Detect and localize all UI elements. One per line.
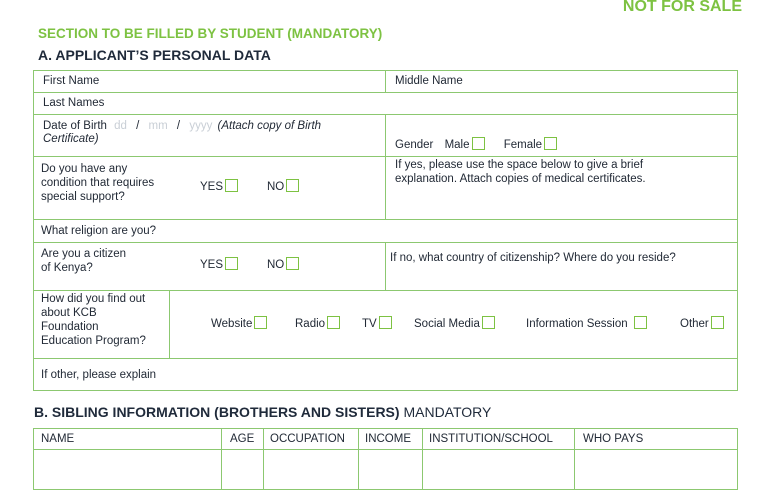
option-tv: TV (362, 316, 392, 331)
dob-year-placeholder: yyyy (189, 120, 213, 132)
gender-label: Gender (395, 139, 434, 151)
option-information-session: Information Session (526, 316, 647, 331)
column-header-income: INCOME (365, 433, 411, 445)
citizen-no-checkbox[interactable] (286, 257, 299, 270)
column-header-institution: INSTITUTION/SCHOOL (429, 433, 553, 445)
male-label: Male (444, 139, 470, 151)
dob-attach-note: (Attach copy of Birth (217, 120, 322, 132)
citizen-yes-checkbox[interactable] (225, 257, 238, 270)
other-explain-field[interactable]: If other, please explain (41, 369, 157, 381)
condition-explanation-field[interactable]: If yes, please use the space below to give a brief explanation. Attach copies of medical certificates. (395, 159, 646, 185)
option-other: Other (680, 316, 724, 331)
section-a-title: A. APPLICANT’S PERSONAL DATA (38, 47, 271, 63)
column-header-name: NAME (41, 433, 75, 445)
personal-data-table (33, 70, 738, 391)
last-names-field[interactable]: Last Names (43, 97, 105, 109)
tv-checkbox[interactable] (379, 316, 392, 329)
condition-no-option: NO (267, 179, 299, 194)
how-found-question: How did you find out about KCB Foundation Education Program? (41, 293, 146, 347)
citizen-yes-option: YES (200, 257, 238, 272)
first-name-field[interactable]: First Name (43, 75, 100, 87)
social-media-checkbox[interactable] (482, 316, 495, 329)
female-checkbox[interactable] (544, 137, 557, 150)
date-of-birth-field[interactable] (43, 120, 321, 133)
female-label: Female (503, 139, 543, 151)
gender-field (395, 137, 557, 152)
not-for-sale-banner: NOT FOR SALE (622, 0, 742, 15)
website-checkbox[interactable] (254, 316, 267, 329)
column-header-age: AGE (230, 433, 255, 445)
column-header-occupation: OCCUPATION (270, 433, 345, 445)
option-social-media: Social Media (414, 316, 495, 331)
radio-checkbox[interactable] (327, 316, 340, 329)
citizen-question: Are you a citizen of Kenya? (41, 248, 127, 274)
condition-question: Do you have any condition that requires special support? (41, 163, 155, 203)
dob-separator: / (176, 120, 181, 132)
male-checkbox[interactable] (472, 137, 485, 150)
condition-yes-option: YES (200, 179, 238, 194)
middle-name-field[interactable]: Middle Name (395, 75, 463, 87)
citizen-no-option: NO (267, 257, 299, 272)
citizenship-country-field[interactable]: If no, what country of citizenship? Where do you reside? (390, 252, 676, 264)
dob-attach-note-cont: Certificate) (43, 133, 99, 145)
section-b-title: B. SIBLING INFORMATION (BROTHERS AND SISTERS) MANDATORY (34, 404, 492, 420)
section-note: SECTION TO BE FILLED BY STUDENT (MANDATORY) (38, 26, 383, 41)
other-checkbox[interactable] (711, 316, 724, 329)
dob-day-placeholder: dd (114, 120, 127, 132)
condition-yes-checkbox[interactable] (225, 179, 238, 192)
dob-month-placeholder: mm (148, 120, 168, 132)
information-session-checkbox[interactable] (634, 316, 647, 329)
religion-field[interactable]: What religion are you? (41, 225, 157, 237)
sibling-table (33, 428, 738, 490)
dob-label: Date of Birth (43, 120, 107, 132)
option-website: Website (211, 316, 267, 331)
option-radio: Radio (295, 316, 340, 331)
dob-separator: / (136, 120, 140, 132)
column-header-who-pays: WHO PAYS (583, 433, 644, 445)
condition-no-checkbox[interactable] (286, 179, 299, 192)
